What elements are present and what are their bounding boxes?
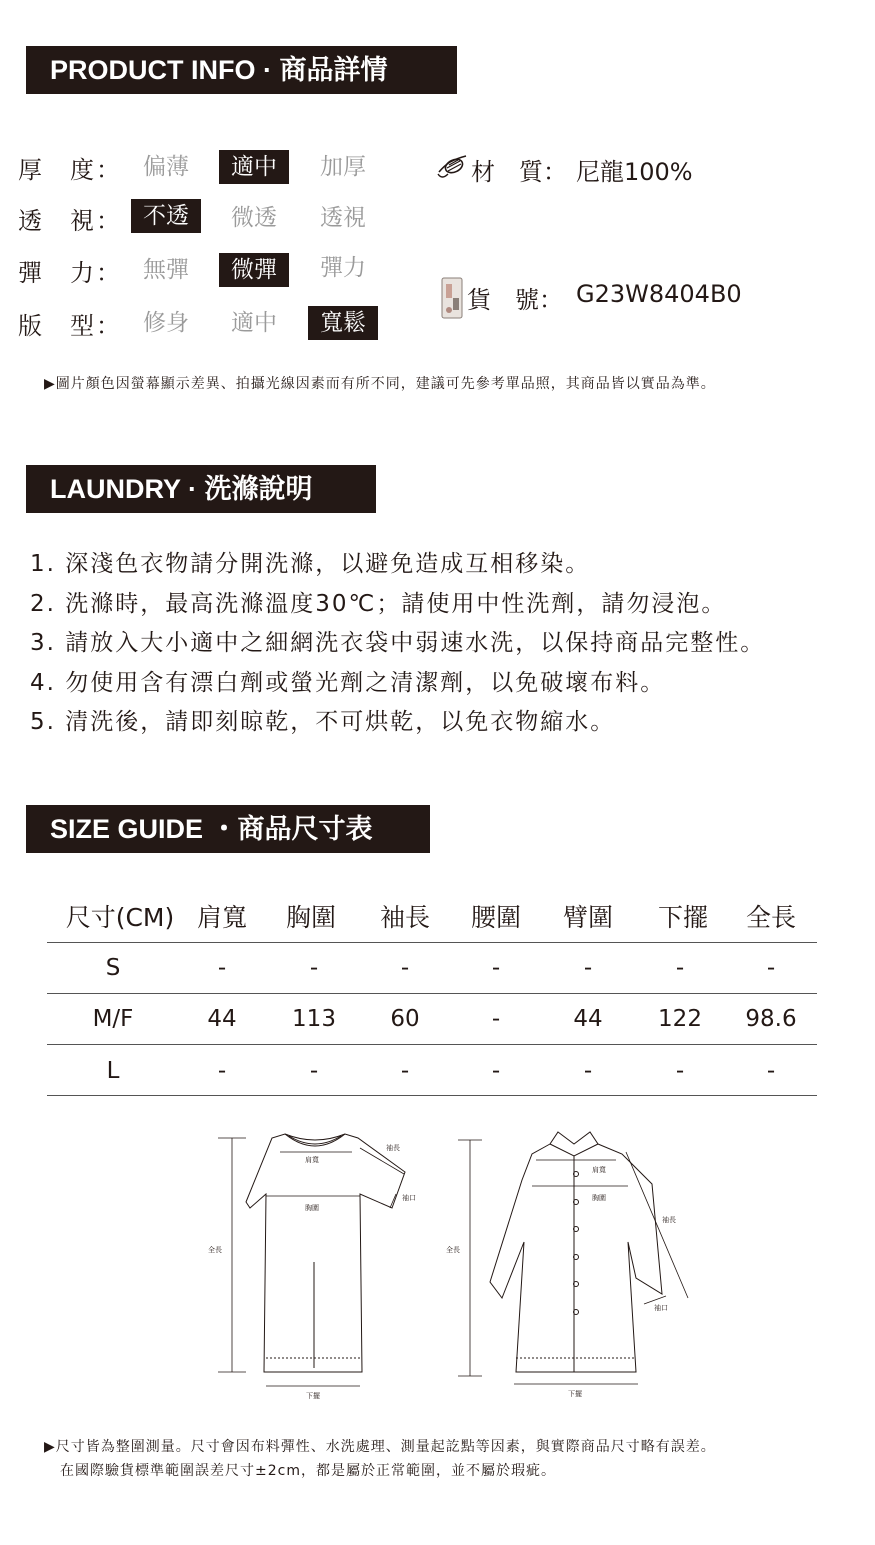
diagram-label-shoulder: 肩寬 [305,1156,319,1164]
table-cell: - [217,1058,227,1084]
table-cell: - [583,1058,593,1084]
table-cell: S [105,955,121,981]
table-cell: - [675,1058,685,1084]
material-value: 尼龍100% [576,158,693,186]
attr-opt-fit-2: 寬鬆 [308,306,378,340]
table-cell: M/F [92,1006,134,1032]
table-cell: 44 [573,1006,603,1032]
attr-label-fit: 版 型： [18,312,122,340]
attr-opt-thickness-0: 偏薄 [143,154,189,180]
sku-value: G23W8404B0 [576,280,742,308]
col-header-chest: 胸圍 [285,903,336,932]
table-cell: - [491,1058,501,1084]
table-cell: - [766,955,776,981]
diagram-label-shoulder: 肩寬 [592,1166,606,1174]
table-cell: - [400,955,410,981]
col-header-size: 尺寸(CM) [65,903,175,932]
col-header-shoulder: 肩寬 [196,903,247,932]
col-header-waist: 腰圍 [470,903,521,932]
diagram-label-chest: 胸圍 [305,1204,319,1212]
table-cell: - [491,955,501,981]
diagram-label-cuff: 袖口 [654,1304,668,1312]
laundry-item-5: 5. 清洗後，請即刻晾乾，不可烘乾，以免衣物縮水。 [30,709,616,735]
table-cell: - [217,955,227,981]
laundry-item-1: 1. 深淺色衣物請分開洗滌，以避免造成互相移染。 [30,551,591,577]
size-note-line1: ▶尺寸皆為整圍測量。尺寸會因布料彈性、水洗處理、測量起訖點等因素，與實際商品尺寸略有誤差。 [44,1439,716,1455]
product-info-header: PRODUCT INFO · 商品詳情 [26,46,457,94]
product-info-note: ▶圖片顏色因螢幕顯示差異、拍攝光線因素而有所不同，建議可先參考單品照，其商品皆以實品為準。 [44,376,716,392]
table-cell: 98.6 [745,1006,797,1032]
col-header-length: 全長 [745,903,796,932]
table-cell: 113 [292,1006,336,1032]
size-guide-header: SIZE GUIDE ・商品尺寸表 [26,805,430,853]
tshirt-dress-diagram [200,1122,430,1402]
laundry-item-2: 2. 洗滌時，最高洗滌溫度30℃；請使用中性洗劑，請勿浸泡。 [30,591,727,617]
attr-opt-opacity-2: 透視 [320,205,366,231]
laundry-item-3: 3. 請放入大小適中之細網洗衣袋中弱速水洗，以保持商品完整性。 [30,630,766,656]
table-cell: L [106,1058,120,1084]
attr-label-opacity: 透 視： [18,207,122,235]
diagram-label-length: 全長 [208,1246,222,1254]
attr-opt-elasticity-0: 無彈 [143,257,189,283]
table-cell: 122 [658,1006,702,1032]
col-header-sleeve: 袖長 [379,903,430,932]
diagram-label-chest: 胸圍 [592,1194,606,1202]
attr-label-thickness: 厚 度： [18,156,122,184]
attr-opt-fit-0: 修身 [143,310,189,336]
col-header-arm: 臂圍 [562,903,613,932]
size-note-line2: 在國際驗貨標準範圍誤差尺寸±2cm，都是屬於正常範圍，並不屬於瑕疵。 [60,1463,556,1479]
attr-opt-opacity-1: 微透 [231,205,277,231]
table-cell: 44 [207,1006,237,1032]
thread-spool-icon [436,152,470,182]
laundry-header: LAUNDRY · 洗滌說明 [26,465,376,513]
attr-opt-elasticity-2: 彈力 [320,255,366,281]
attr-label-elasticity: 彈 力： [18,259,122,287]
shirt-dress-diagram [440,1122,700,1402]
table-divider [47,993,817,994]
tag-icon [440,276,464,320]
diagram-label-sleeve: 袖長 [386,1144,400,1152]
table-cell: 60 [390,1006,420,1032]
table-divider [47,942,817,943]
attr-opt-elasticity-1: 微彈 [219,253,289,287]
sku-label: 貨 號： [467,286,563,314]
table-cell: - [583,955,593,981]
table-cell: - [675,955,685,981]
table-divider [47,1095,817,1096]
diagram-label-hem: 下擺 [568,1390,582,1398]
attr-opt-thickness-2: 加厚 [320,154,366,180]
diagram-label-sleeve: 袖長 [662,1216,676,1224]
table-cell: - [309,955,319,981]
attr-opt-opacity-0: 不透 [131,199,201,233]
diagram-label-length: 全長 [446,1246,460,1254]
attr-opt-thickness-1: 適中 [219,150,289,184]
material-label: 材 質： [471,158,567,186]
laundry-item-4: 4. 勿使用含有漂白劑或螢光劑之清潔劑，以免破壞布料。 [30,670,666,696]
table-cell: - [400,1058,410,1084]
table-cell: - [491,1006,501,1032]
col-header-hem: 下擺 [657,903,708,932]
table-cell: - [309,1058,319,1084]
diagram-label-cuff: 袖口 [402,1194,416,1202]
table-cell: - [766,1058,776,1084]
attr-opt-fit-1: 適中 [231,310,277,336]
table-divider [47,1044,817,1045]
diagram-label-hem: 下擺 [306,1392,320,1400]
